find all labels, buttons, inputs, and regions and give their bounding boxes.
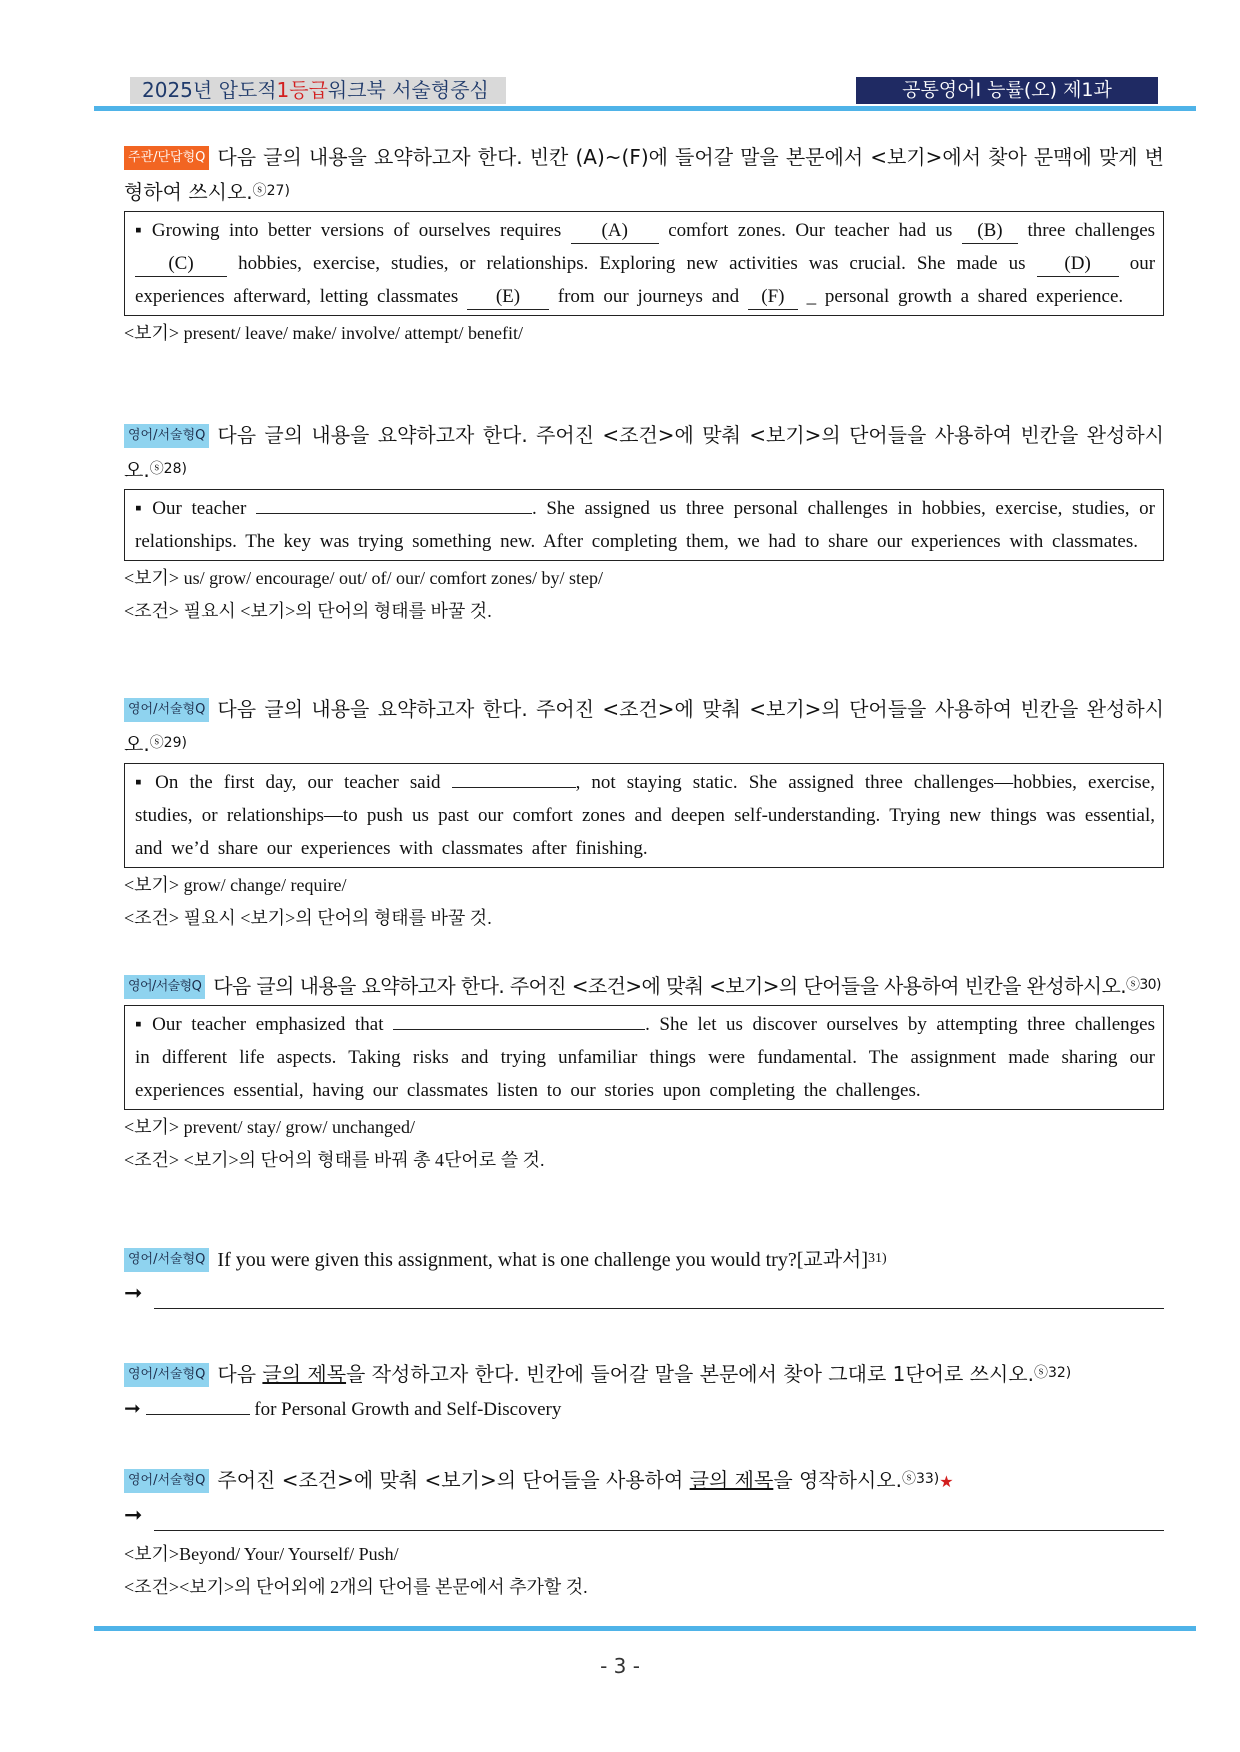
word-bank: <보기>Beyond/ Your/ Yourself/ Push/ <box>124 1544 399 1564</box>
question-30 <box>124 968 1164 1176</box>
summary-box: ▪ Our teacher . She assigned us three personal challenges in hobbies, exercise, studies, or relationships. The key was trying something new. After completing them, we had to share our experiences with classmates. <box>124 489 1164 561</box>
source-ref: ⓢ29) <box>149 735 187 751</box>
workbook-title <box>130 77 506 104</box>
lesson-label: 공통영어Ⅰ 능률(오) 제1과 <box>856 77 1158 104</box>
source-ref: ⓢ27) <box>252 183 290 199</box>
source-ref: ⓢ33) <box>901 1471 940 1487</box>
page-number: - 3 - <box>600 1654 640 1678</box>
answer-blank[interactable] <box>146 1414 250 1415</box>
question-type-badge: 영어/서술형Q <box>124 698 209 722</box>
summary-box: ▪ Our teacher emphasized that . She let us discover ourselves by attempting three challenges in different life aspects. Taking risks and trying unfamiliar things were fundamental. The assignment made sharing our experiences essential, having our classmates listen to our stories upon completing the challenges. <box>124 1005 1164 1110</box>
question-27 <box>124 140 1164 349</box>
question-32 <box>124 1356 1164 1427</box>
word-bank: <보기> present/ leave/ make/ involve/ attempt/ benefit/ <box>124 323 523 343</box>
summary-box: ▪ Growing into better versions of ourselves requires (A) comfort zones. Our teacher had us (B) three challenges (C) hobbies, exercise, studies, or relationships. Exploring new activities was crucial. She made us (D) our experiences afterward, letting classmates (E) from our journeys and (F) _ personal growth a shared experience. <box>124 211 1164 316</box>
question-type-badge: 주관/단답형Q <box>124 146 209 170</box>
condition: <조건> <보기>의 단어의 형태를 바꿔 총 4단어로 쓸 것. <box>124 1150 545 1170</box>
question-type-badge: 영어/서술형Q <box>124 1469 209 1493</box>
condition: <조건> 필요시 <보기>의 단어의 형태를 바꿀 것. <box>124 601 492 621</box>
question-type-badge: 영어/서술형Q <box>124 975 205 999</box>
question-32-prompt: 영어/서술형Q 다음 글의 제목을 작성하고자 한다. 빈칸에 들어갈 말을 본문에서 찾아 그대로 1단어로 쓰시오.$^{ⓢ32)}$ <box>124 1356 1164 1391</box>
title-highlight: 1등급 <box>276 78 328 102</box>
star-icon: ★ <box>939 1472 954 1491</box>
question-type-badge: 영어/서술형Q <box>124 1248 209 1272</box>
source-ref: ⓢ28) <box>149 461 187 477</box>
title-prefix: 2025년 압도적 <box>142 78 277 102</box>
question-type-badge: 영어/서술형Q <box>124 424 209 448</box>
summary-box: ▪ On the first day, our teacher said , not staying static. She assigned three challenges—hobbies, exercise, studies, or relationships—to push us past our comfort zones and deepen self-understanding. Trying new things was essential, and we’d share our experiences with classmates after finishing. <box>124 763 1164 868</box>
word-bank: <보기> us/ grow/ encourage/ out/ of/ our/ comfort zones/ by/ step/ <box>124 568 603 588</box>
blank-d[interactable]: (D) <box>1037 252 1119 277</box>
arrow-icon: ➞ <box>124 1503 143 1528</box>
blank-a[interactable]: (A) <box>571 219 659 244</box>
arrow-icon: ➞ <box>124 1396 141 1420</box>
condition: <조건> 필요시 <보기>의 단어의 형태를 바꿀 것. <box>124 908 492 928</box>
question-33 <box>124 1462 1164 1603</box>
blank-f[interactable]: (F) <box>748 285 798 310</box>
answer-blank[interactable] <box>452 787 576 788</box>
underlined-term: 글의 제목 <box>262 1362 347 1386</box>
word-bank: <보기> prevent/ stay/ grow/ unchanged/ <box>124 1117 416 1137</box>
answer-rule <box>154 1308 1164 1309</box>
source-ref: 31) <box>868 1251 887 1266</box>
question-31-prompt: 영어/서술형Q If you were given this assignment, what is one challenge you would try?[교과서]$^{31)}$ <box>124 1242 1164 1277</box>
source-ref: ⓢ30) <box>1125 977 1161 993</box>
footer-divider <box>94 1626 1196 1631</box>
blank-e[interactable]: (E) <box>467 285 549 310</box>
arrow-icon: ➞ <box>124 1281 143 1306</box>
answer-blank[interactable] <box>393 1029 645 1030</box>
question-29-prompt: 영어/서술형Q 다음 글의 내용을 요약하고자 한다. 주어진 <조건>에 맞춰 <보기>의 단어들을 사용하여 빈칸을 완성하시오.$^{ⓢ29)}$ <box>124 697 1164 756</box>
header-divider <box>94 106 1196 111</box>
question-30-prompt: 영어/서술형Q 다음 글의 내용을 요약하고자 한다. 주어진 <조건>에 맞춰 <보기>의 단어들을 사용하여 빈칸을 완성하시오.$^{ⓢ30)}$ <box>124 968 1164 1003</box>
question-27-prompt: 주관/단답형Q 다음 글의 내용을 요약하고자 한다. 빈칸 (A)~(F)에 들어갈 말을 본문에서 <보기>에서 찾아 문맥에 맞게 변형하여 쓰시오.$^{ⓢ27)}$ <box>124 145 1164 204</box>
blank-b[interactable]: (B) <box>962 219 1018 244</box>
title-suffix: 워크북 서술형중심 <box>327 78 489 102</box>
question-31 <box>124 1242 1164 1315</box>
source-ref: ⓢ32) <box>1033 1365 1072 1381</box>
question-29 <box>124 692 1164 934</box>
blank-c[interactable]: (C) <box>135 252 227 277</box>
title-line: ➞ for Personal Growth and Self-Discovery <box>124 1396 562 1420</box>
question-33-prompt: 영어/서술형Q 주어진 <조건>에 맞춰 <보기>의 단어들을 사용하여 글의 제목을 영작하시오.$^{ⓢ33)}$★ <box>124 1462 1164 1499</box>
question-28 <box>124 418 1164 627</box>
question-28-prompt: 영어/서술형Q 다음 글의 내용을 요약하고자 한다. 주어진 <조건>에 맞춰 <보기>의 단어들을 사용하여 빈칸을 완성하시오.$^{ⓢ28)}$ <box>124 423 1164 482</box>
word-bank: <보기> grow/ change/ require/ <box>124 875 347 895</box>
answer-line[interactable] <box>124 1281 1164 1315</box>
answer-line[interactable] <box>124 1503 1164 1537</box>
question-type-badge: 영어/서술형Q <box>124 1363 209 1387</box>
underlined-term: 글의 제목 <box>689 1468 774 1492</box>
condition: <조건><보기>의 단어외에 2개의 단어를 본문에서 추가할 것. <box>124 1577 588 1597</box>
answer-blank[interactable] <box>256 513 532 514</box>
answer-rule <box>154 1530 1164 1531</box>
